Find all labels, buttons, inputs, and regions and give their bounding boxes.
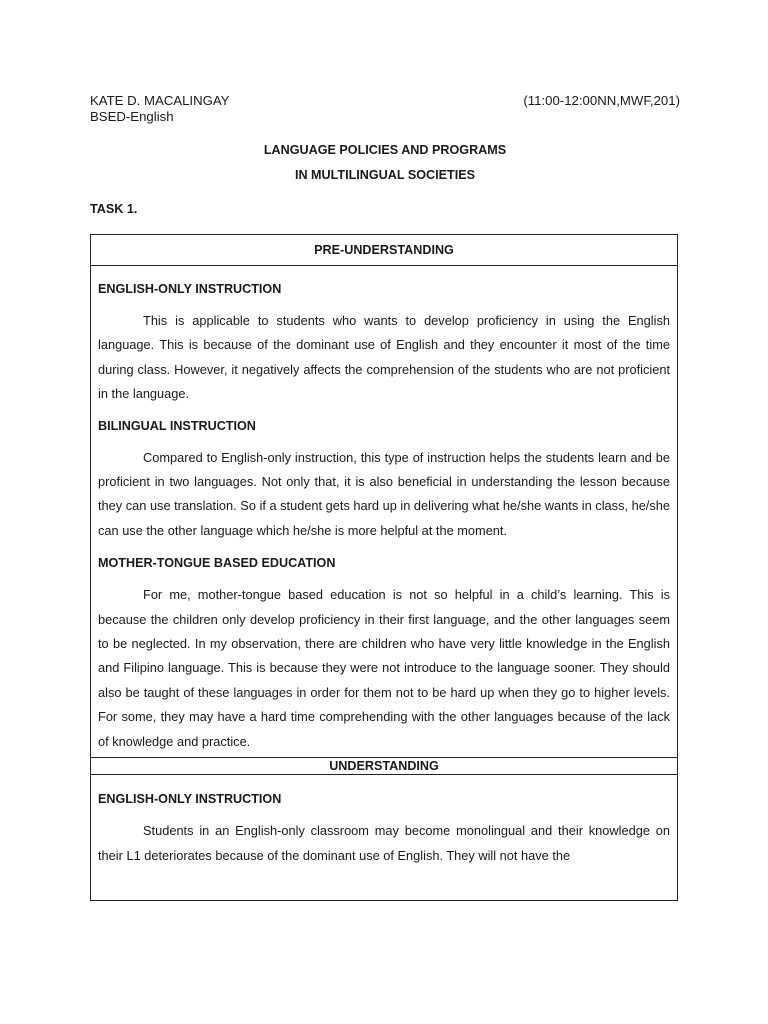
- paragraph-english-only-understanding: Students in an English-only classroom may become monolingual and their knowledge on their L1 deteriorates because of the dominant use of English. They will not have the: [98, 823, 670, 863]
- understanding-heading: UNDERSTANDING: [91, 757, 677, 775]
- pre-understanding-heading: PRE-UNDERSTANDING: [91, 235, 677, 266]
- section-heading-mother-tongue: MOTHER-TONGUE BASED EDUCATION: [98, 556, 336, 571]
- section-heading-english-only-understanding: ENGLISH-ONLY INSTRUCTION: [98, 792, 282, 807]
- section-heading-english-only: ENGLISH-ONLY INSTRUCTION: [98, 282, 282, 296]
- student-name: KATE D. MACALINGAY: [90, 93, 230, 108]
- understanding-cell: [91, 791, 677, 868]
- student-course: BSED-English: [90, 109, 174, 124]
- paragraph-bilingual: Compared to English-only instruction, this type of instruction helps the students learn and be proficient in two languages. Not only that, it is also beneficial in understanding the lesson because they can use translation. So if a student gets hard up in delivering what he/she wants in class, he/she can use the other language which he/she is more helpful at the moment.: [98, 449, 670, 538]
- section-heading-bilingual: BILINGUAL INSTRUCTION: [98, 418, 256, 433]
- header-course-line: [90, 109, 680, 125]
- pre-understanding-cell: [91, 281, 677, 754]
- paragraph-mother-tongue: For me, mother-tongue based education is not so helpful in a child’s learning. This is because the children only develop proficiency in their first language, and the other languages seem to be neglected. In my observation, there are children who have very little knowledge in the English and Filipino language. This is because they were not introduce to the language sooner. They should also be taught of these languages in order for them not to be hard up when they go to higher levels. For some, they may have a hard time comprehending with the other languages because of the lack of knowledge and practice.: [98, 587, 670, 749]
- document-title-line-1: LANGUAGE POLICIES AND PROGRAMS: [263, 143, 507, 157]
- task-table: [90, 234, 678, 901]
- paragraph-english-only: This is applicable to students who wants to develop proficiency in using the English language. This is because of the dominant use of English and they encounter it most of the time during class. However, it negatively affects the comprehension of the students who are not proficient in the language.: [98, 313, 670, 402]
- class-schedule: (11:00-12:00NN,MWF,201): [523, 93, 680, 108]
- task-label: TASK 1.: [90, 202, 138, 216]
- header-name-line: [90, 93, 680, 109]
- document-title-line-2: IN MULTILINGUAL SOCIETIES: [294, 168, 476, 182]
